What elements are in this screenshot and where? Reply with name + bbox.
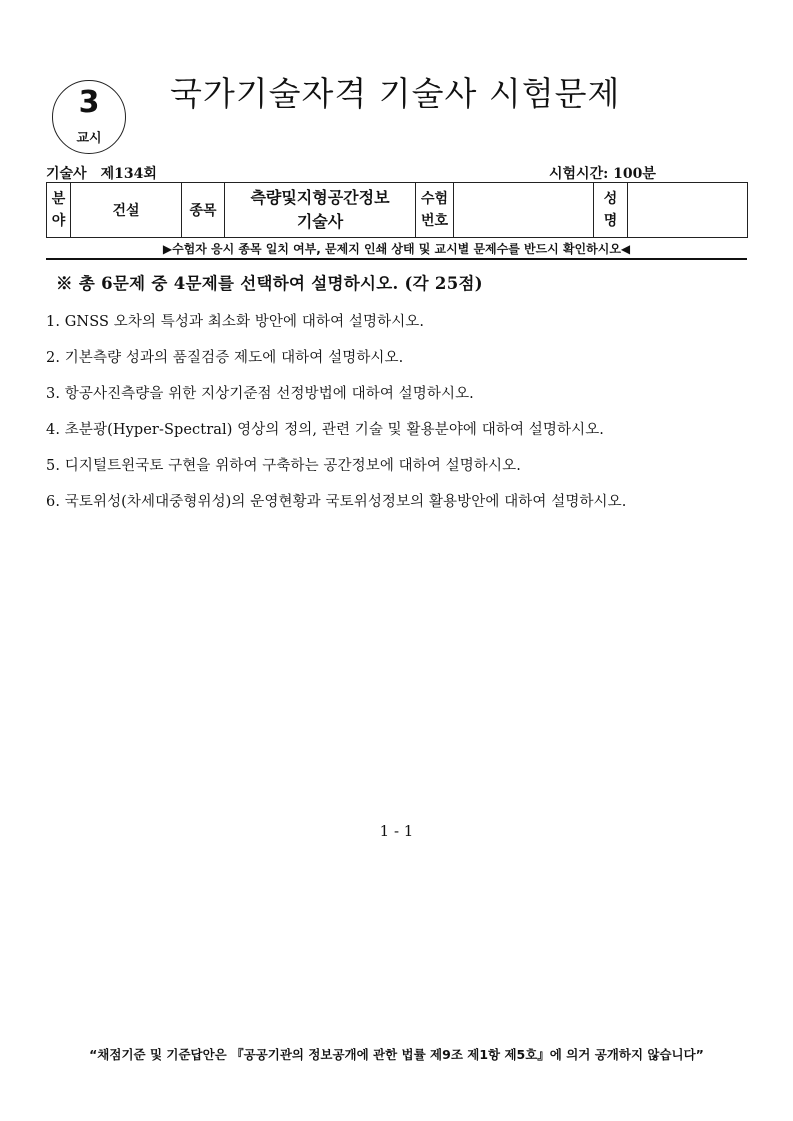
exam-no-label-line1: 수험 <box>420 191 449 207</box>
check-notice: ▶수험자 응시 종목 일치 여부, 문제지 인쇄 상태 및 교시별 문제수를 반드시 확인하시오◀ <box>162 242 631 256</box>
question-list <box>46 312 766 528</box>
exam-time: 시험시간: 100분 <box>549 166 656 182</box>
question-item: 3. 항공사진측량을 위한 지상기준점 선정방법에 대하여 설명하시오. <box>46 386 474 402</box>
field-value: 건설 <box>112 203 140 219</box>
item-value-line1: 측량및지형공간정보 <box>250 188 390 207</box>
field-label-line2: 야 <box>51 213 66 229</box>
question-item: 6. 국토위성(차세대중형위성)의 운영현황과 국토위성정보의 활용방안에 대하여 설명하시오. <box>46 494 627 510</box>
item-label: 종목 <box>189 203 217 219</box>
exam-no-label-line2: 번호 <box>420 213 449 229</box>
page-title: 국가기술자격 기술사 시험문제 <box>170 74 621 113</box>
session-label: 교시 <box>76 131 102 146</box>
question-item: 4. 초분광(Hyper-Spectral) 영상의 정의, 관련 기술 및 활용분야에 대하여 설명하시오. <box>46 422 605 438</box>
item-value-cell <box>225 183 416 238</box>
question-item: 5. 디지털트윈국토 구현을 위하여 구축하는 공간정보에 대하여 설명하시오. <box>46 458 521 474</box>
footer-disclaimer: “채점기준 및 기준답안은 『공공기관의 정보공개에 관한 법률 제9조 제1항 제5호』에 의거 공개하지 않습니다” <box>89 1047 704 1062</box>
field-value-cell <box>71 183 182 238</box>
exam-round: 제134회 <box>100 166 157 182</box>
name-label-cell <box>594 183 628 238</box>
item-value-line2: 기술사 <box>296 212 344 231</box>
page-number: 1 - 1 <box>379 822 414 840</box>
name-field[interactable] <box>628 183 748 238</box>
exam-no-field[interactable] <box>454 183 594 238</box>
session-number: 3 <box>78 85 100 120</box>
exam-category <box>46 163 157 183</box>
question-item: 2. 기본측량 성과의 품질검증 제도에 대하여 설명하시오. <box>46 350 404 366</box>
field-label-line1: 분 <box>51 191 66 207</box>
question-item: 1. GNSS 오차의 특성과 최소화 방안에 대하여 설명하시오. <box>46 314 425 330</box>
name-label-line2: 명 <box>603 213 618 229</box>
item-label-cell <box>182 183 225 238</box>
instruction: ※ 총 6문제 중 4문제를 선택하여 설명하시오. (각 25점) <box>56 274 483 293</box>
exam-info-table <box>46 182 748 238</box>
divider <box>46 258 747 260</box>
name-label-line1: 성 <box>603 191 618 207</box>
exam-no-label-cell <box>416 183 454 238</box>
category-label: 기술사 <box>46 166 87 182</box>
session-badge <box>52 80 126 154</box>
field-label-cell <box>47 183 71 238</box>
